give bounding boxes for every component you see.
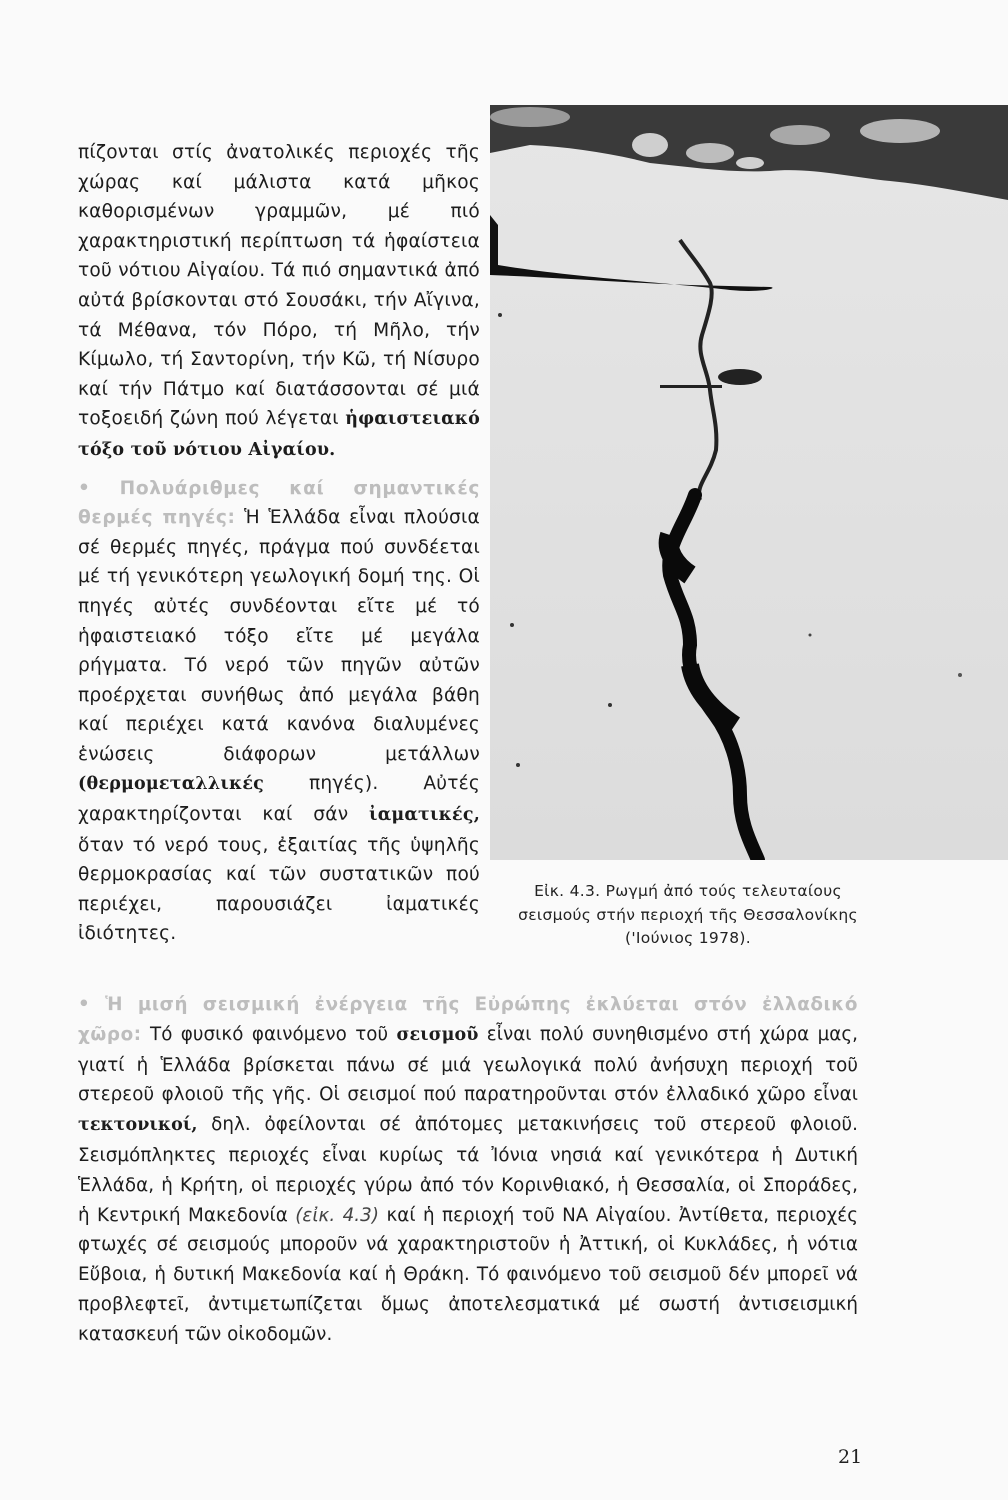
paragraph-text: πίζονται στίς ἀνατολικές περιοχές τῆς χώρας καί μάλιστα κατά μῆκος καθορισμένων γραμμῶν, μέ πιό χαρακτηριστική περίπτωση τά ἡφαίστεια τοῦ νότιου Αἰγαίου. Τά πιό σημαντικά ἀπό αὐτά βρίσκονται στό Σουσάκι, τήν Αἴγινα, τά Μέθανα, τόν Πόρο, τή Μῆλο, τήν Κίμωλο, τή Σαντορίνη, τήν Κῶ, τή Νίσυρο καί τήν Πάτμο καί διατάσσονται σέ μιά τοξοειδή ζώνη πού λέγεται <box>78 142 480 430</box>
paragraph-text: Τό φυσικό φαινόμενο τοῦ <box>141 1023 397 1045</box>
photo-image <box>490 105 1008 860</box>
paragraph-text: καί ἡ περιοχή τοῦ ΝΑ Αἰγαίου. Ἀντίθετα, περιοχές φτωχές σέ σεισμούς μποροῦν νά χαρακτηριστοῦν ἡ Ἀττική, οἱ Κυκλάδες, ἡ νότια Εὔβοια, ἡ δυτική Μακεδονία καί ἡ Θράκη. Τό φαινόμενο τοῦ σεισμοῦ δέν μπορεῖ νά προβλεφτεῖ, ἀντιμετωπίζεται ὅμως ἀποτελεσματικά μέ σωστή ἀντισεισμική κατασκευή τῶν οἰκοδομῶν. <box>78 1204 858 1345</box>
paragraph-text: Ἡ Ἑλλάδα εἶναι πλούσια σέ θερμές πηγές, πράγμα πού συνδέεται μέ τή γενικότερη γεωλογική δομή της. Οἱ πηγές αὐτές συνδέονται εἴτε μέ τό ἡφαιστειακό τόξο εἴτε μέ μεγάλα ρήγματα. Τό νερό τῶν πηγῶν αὐτῶν προέρχεται συνήθως ἀπό μεγάλα βάθη καί περιέχει κατά κανόνα διαλυμένες ἑνώσεις διάφορων μετάλλων <box>78 507 480 765</box>
paragraph-text: εἶναι πολύ συνηθισμένο στή χώρα μας, γιατί ἡ Ἑλλάδα βρίσκεται πάνω σέ μιά γεωλογικά πολύ ἀνήσυχη περιοχή τοῦ στερεοῦ φλοιοῦ τῆς γῆς. Οἱ σεισμοί πού παρατηροῦνται στόν ἐλλαδικό χῶρο εἶναι <box>78 1023 858 1106</box>
section-heading-hot-springs: • Πολυάριθμες καί σημαντικές θερμές πηγές: <box>78 477 480 529</box>
page-number: 21 <box>838 1446 863 1468</box>
figure-caption: Εἰκ. 4.3. Ρωγμή ἀπό τούς τελευταίους σεισμούς στήν περιοχή τῆς Θεσσαλονίκης ('Ιούνιος 1978). <box>518 882 858 947</box>
paragraph-hot-springs <box>78 474 480 950</box>
paragraph-text: πηγές). Αὐτές χαρακτηρίζονται καί σάν <box>78 773 480 826</box>
paragraph-earthquakes <box>78 990 858 1350</box>
earthquake-crack-photo <box>490 105 1008 860</box>
bold-term-volcanic-arc: ἡφαιστειακό τόξο τοῦ νότιου Αἰγαίου. <box>78 409 480 460</box>
bold-term-tectonic: τεκτονικοί, <box>78 1115 198 1136</box>
full-width-text <box>78 990 858 1350</box>
bold-term-earthquake: σεισμοῦ <box>396 1024 479 1045</box>
paragraph-text: ὅταν τό νερό τους, ἐξαιτίας τῆς ὑψηλῆς θερμοκρασίας καί τῶν συστατικῶν πού περιέχει, παρουσιάζει ἰαματικές ἰδιότητες. <box>78 834 480 945</box>
left-column-text <box>78 138 480 949</box>
figure-reference: (εἰκ. 4.3) <box>295 1204 380 1226</box>
paragraph-volcanoes <box>78 138 480 466</box>
section-heading-seismic-energy: • Ἡ μισή σεισμική ἐνέργεια τῆς Εὐρώπης ἐκλύεται στόν ἐλλαδικό χῶρο: <box>78 994 858 1045</box>
bold-term-therapeutic: ἰαματικές, <box>369 805 480 826</box>
paragraph-text: δηλ. ὀφείλονται σέ ἀπότομες μετακινήσεις τοῦ στερεοῦ φλοιοῦ. Σεισμόπληκτες περιοχές εἶναι κυρίως τά Ἰόνια νησιά καί γενικότερα ἡ Δυτική Ἑλλάδα, ἡ Κρήτη, οἱ περιοχές γύρω ἀπό τόν Κορινθιακό, ἡ Θεσσαλία, οἱ Σποράδες, ἡ Κεντρική Μακεδονία <box>78 1114 858 1226</box>
bold-term-thermometallic: (θερμομεταλλικές <box>78 774 265 795</box>
